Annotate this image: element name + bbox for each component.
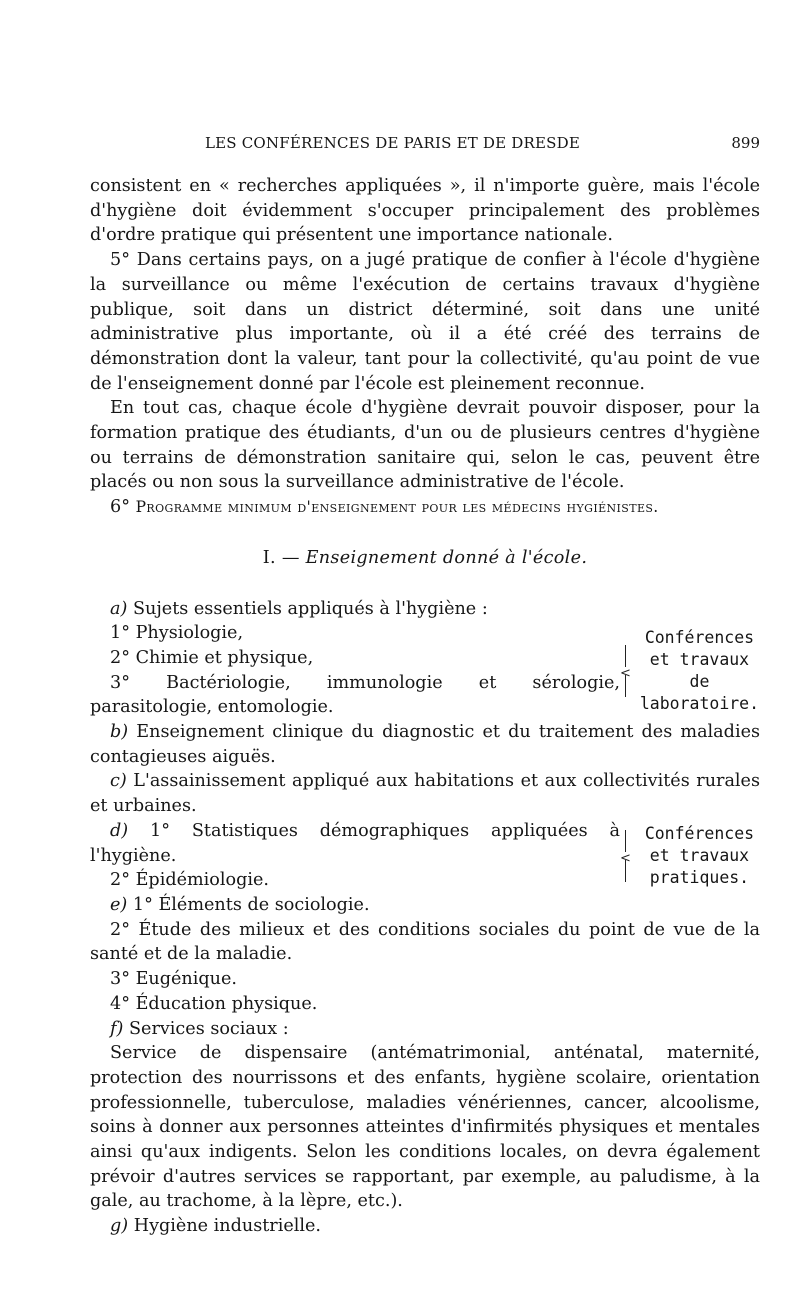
item-c-text: L'assainissement appliqué aux habitations et aux collectivités rurales et urbaines.	[90, 771, 760, 817]
item-g-letter: g)	[110, 1216, 129, 1237]
paragraph-recherches-appliquees: consistent en « recherches appliquées », il n'importe guère, mais l'école d'hygiène doit évidemment s'occuper principalement des problèmes d'ordre pratique qui présentent une importance nationale.	[90, 176, 760, 246]
page-number: 899	[731, 134, 760, 152]
item-d-letter: d)	[110, 820, 129, 841]
item-e-letter: e)	[110, 894, 128, 915]
brace-icon: <	[620, 645, 631, 697]
paragraph-point-6	[90, 495, 760, 520]
item-d-note: Conférences et travaux pratiques.	[644, 823, 755, 887]
item-g-text: Hygiène industrielle.	[133, 1216, 322, 1237]
section-heading	[90, 546, 760, 571]
brace-icon: <	[620, 830, 631, 882]
item-f	[90, 1017, 760, 1042]
item-e-2: 2° Étude des milieux et des conditions sociales du point de vue de la santé et de la maladie.	[90, 919, 760, 965]
item-a-text: Sujets essentiels appliqués à l'hygiène :	[132, 598, 488, 619]
item-a-note: Conférences et travaux de laboratoire.	[639, 627, 760, 713]
section-title: Enseignement donné à l'école.	[305, 547, 588, 568]
paragraph-point-5: 5° Dans certains pays, on a jugé pratique de confier à l'école d'hygiène la surveillance ou même l'exécution de certains travaux d'hygiène publique, soit dans un district déterminé, soit dans une unité administrative plus importante, où il a été créé des terrains de démonstration dont la valeur, tant pour la collectivité, qu'au point de vue de l'enseignement donné par l'école est pleinement reconnue.	[90, 250, 760, 394]
item-a	[90, 597, 760, 622]
section-number: I. —	[262, 547, 300, 568]
item-a-subitems	[90, 621, 760, 720]
item-d-2: 2° Épidémiologie.	[110, 870, 270, 891]
item-c-letter: c)	[110, 771, 127, 792]
paragraph-en-tout-cas: En tout cas, chaque école d'hygiène devrait pouvoir disposer, pour la formation pratique des étudiants, d'un ou de plusieurs centres d'hygiène ou terrains de démonstration sanitaire qui, selon le cas, peuvent être placés ou non sous la surveillance administrative de l'école.	[90, 398, 760, 493]
item-a-1: 1° Physiologie,	[110, 623, 244, 644]
item-d-1-text: 1° Statistiques démographiques appliquées à l'hygiène.	[90, 820, 621, 866]
item-f-text: Services sociaux :	[128, 1018, 289, 1039]
item-d-bracket-note	[620, 819, 760, 893]
item-b-letter: b)	[110, 722, 129, 743]
item-b-text: Enseignement clinique du diagnostic et du traitement des maladies contagieuses aiguës.	[90, 722, 761, 767]
body-text	[90, 174, 760, 1239]
item-a-2: 2° Chimie et physique,	[110, 647, 314, 668]
item-g	[90, 1214, 760, 1239]
item-e-4: 4° Éducation physique.	[110, 993, 318, 1014]
page-header	[200, 134, 760, 158]
item-c	[90, 769, 760, 818]
item-f-letter: f)	[110, 1018, 124, 1039]
item-d-block	[90, 819, 760, 893]
point-6-number: 6°	[110, 497, 130, 518]
item-a-bracket-note	[620, 621, 760, 720]
point-6-heading: Programme minimum d'enseignement pour les médecins hygiénistes.	[135, 498, 659, 517]
running-title: LES CONFÉRENCES DE PARIS ET DE DRESDE	[205, 134, 580, 152]
item-b	[90, 720, 760, 769]
item-f-body: Service de dispensaire (antématrimonial, anténatal, maternité, protection des nourrissons et des enfants, hygiène scolaire, orientation professionnelle, tuberculose, maladies vénériennes, cancer, alcoolisme, soins à donner aux personnes atteintes d'infirmités physiques et mentales ainsi qu'aux indigents. Selon les conditions locales, on devra également prévoir d'autres services se rapportant, par exemple, au paludisme, à la gale, au trachome, à la lèpre, etc.).	[90, 1043, 760, 1212]
item-d-1	[90, 819, 620, 868]
item-e-1-text: 1° Éléments de sociologie.	[132, 894, 370, 915]
item-e-3: 3° Eugénique.	[110, 969, 237, 990]
item-e-1	[90, 893, 760, 918]
item-a-3: 3° Bactériologie, immunologie et sérologie, parasitologie, entomologie.	[90, 672, 620, 718]
item-a-letter: a)	[110, 598, 128, 619]
